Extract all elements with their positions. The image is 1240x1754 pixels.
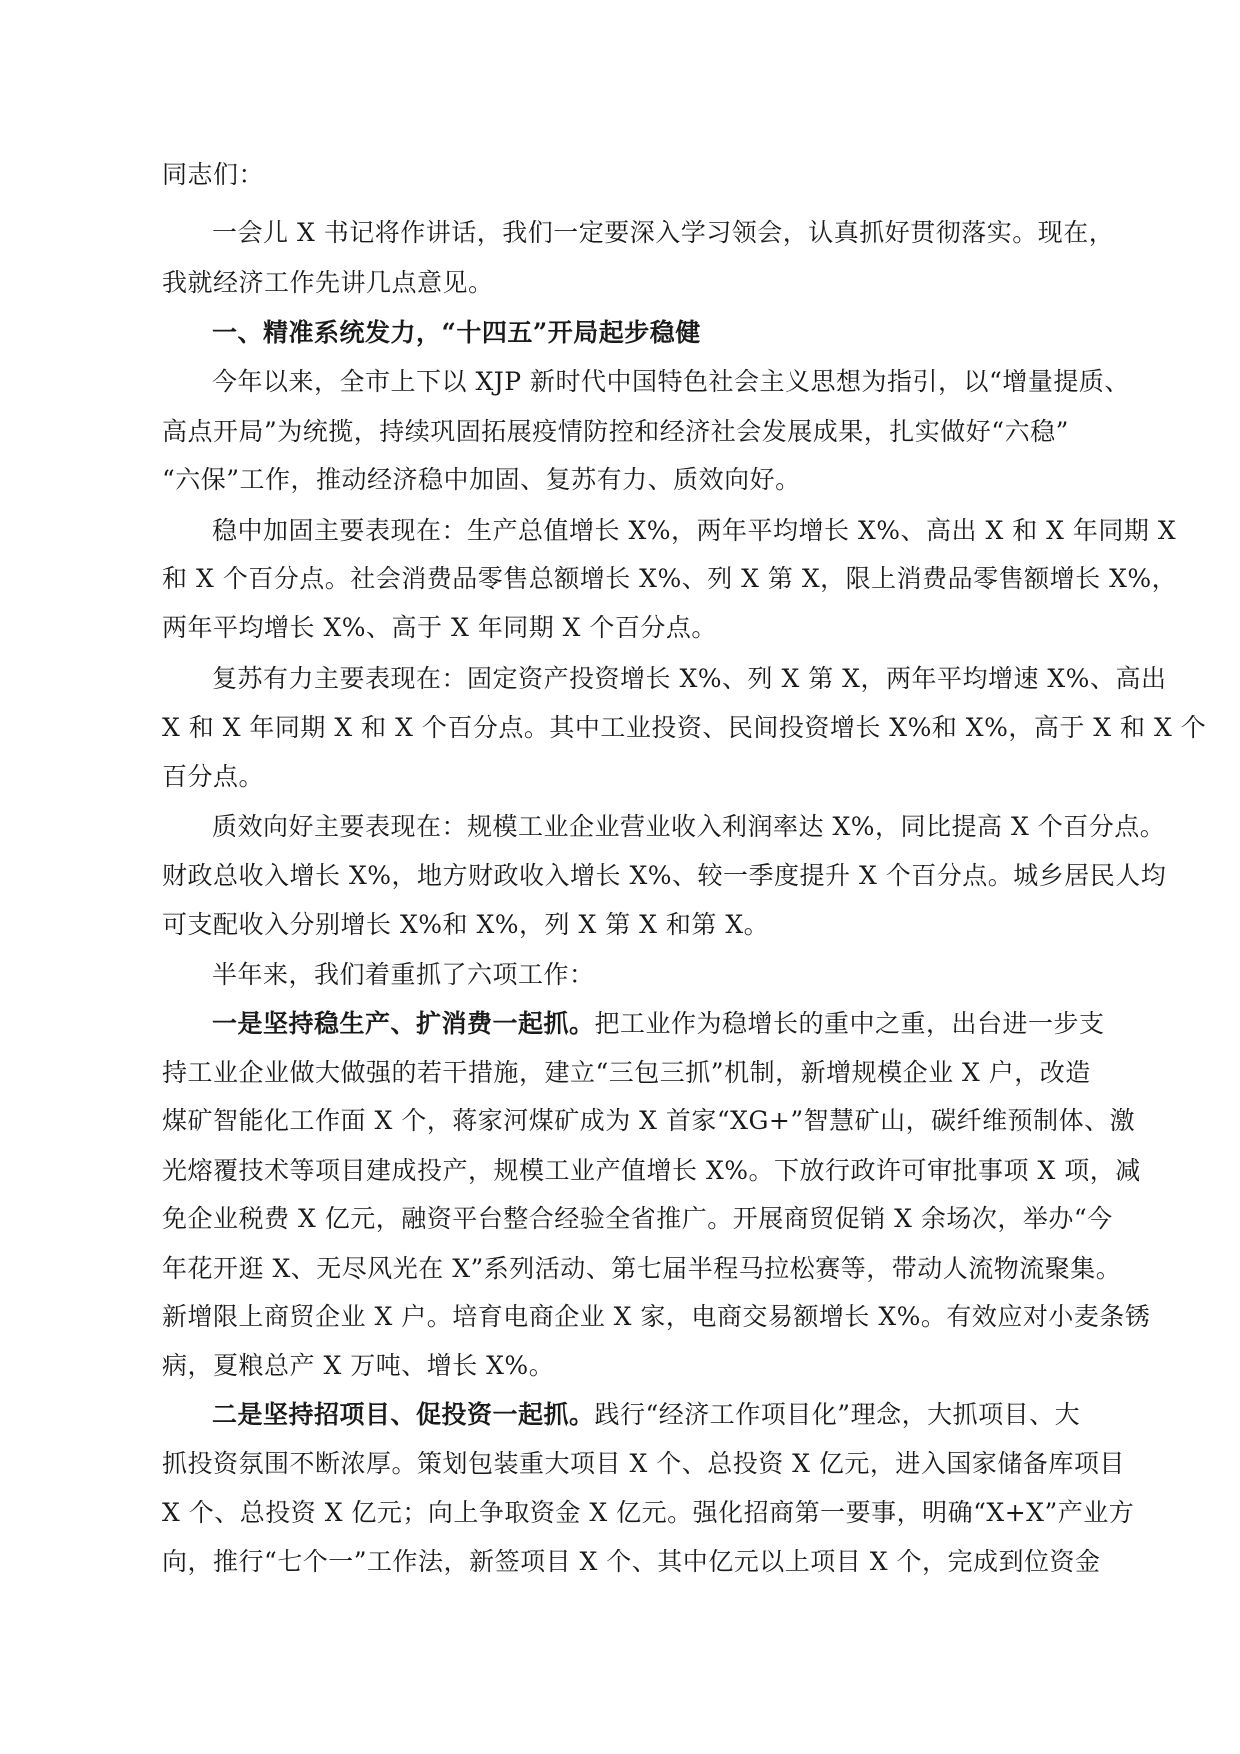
- salutation: 同志们：: [162, 160, 265, 189]
- paragraph-line: 病，夏粮总产 X 万吨、增长 X%。: [162, 1351, 555, 1380]
- paragraph-line: 今年以来，全市上下以 XJP 新时代中国特色社会主义思想为指引，以“增量提质、: [212, 367, 1130, 396]
- paragraph-line: 向，推行“七个一”工作法，新签项目 X 个、其中亿元以上项目 X 个，完成到位资金: [162, 1547, 1101, 1576]
- paragraph-line: 半年来，我们着重抓了六项工作：: [212, 960, 595, 989]
- paragraph-line: 新增限上商贸企业 X 户。培育电商企业 X 家，电商交易额增长 X%。有效应对小麦条锈: [162, 1302, 1151, 1331]
- paragraph-line: X 个、总投资 X 亿元；向上争取资金 X 亿元。强化招商第一要事，明确“X+X”产业方: [162, 1498, 1135, 1527]
- paragraph-line: 可支配收入分别增长 X%和 X%，列 X 第 X 和第 X。: [162, 910, 770, 939]
- paragraph-line: 我就经济工作先讲几点意见。: [162, 268, 494, 297]
- paragraph-line: [212, 1400, 1080, 1430]
- paragraph-line: 年花开逛 X、无尽风光在 X”系列活动、第七届半程马拉松赛等，带动人流物流聚集。: [162, 1254, 1122, 1283]
- paragraph-line: “六保”工作，推动经济稳中加固、复苏有力、质效向好。: [162, 465, 801, 494]
- paragraph-line: 和 X 个百分点。社会消费品零售总额增长 X%、列 X 第 X，限上消费品零售额增长 X%，: [162, 564, 1178, 593]
- paragraph-line: 质效向好主要表现在：规模工业企业营业收入利润率达 X%，同比提高 X 个百分点。: [212, 812, 1166, 841]
- paragraph-line: 高点开局”为统揽，持续巩固拓展疫情防控和经济社会发展成果，扎实做好“六稳”: [162, 417, 1069, 446]
- section-heading: 一、精准系统发力，“十四五”开局起步稳健: [212, 318, 701, 347]
- paragraph-line: 一会儿 X 书记将作讲话，我们一定要深入学习领会，认真抓好贯彻落实。现在，: [212, 218, 1115, 247]
- paragraph-text: 践行“经济工作项目化”理念，大抓项目、大: [594, 1400, 1081, 1429]
- paragraph-line: [212, 1009, 1105, 1039]
- paragraph-line: 持工业企业做大做强的若干措施，建立“三包三抓”机制，新增规模企业 X 户，改造: [162, 1058, 1091, 1087]
- paragraph-line: 稳中加固主要表现在：生产总值增长 X%，两年平均增长 X%、高出 X 和 X 年同期 X: [212, 516, 1177, 545]
- paragraph-line: 抓投资氛围不断浓厚。策划包装重大项目 X 个、总投资 X 亿元，进入国家储备库项目: [162, 1449, 1125, 1478]
- paragraph-line: X 和 X 年同期 X 和 X 个百分点。其中工业投资、民间投资增长 X%和 X%，高于 X 和 X 个: [162, 713, 1207, 742]
- paragraph-line: 复苏有力主要表现在：固定资产投资增长 X%、列 X 第 X，两年平均增速 X%、高出: [212, 664, 1167, 693]
- paragraph-line: 光熔覆技术等项目建成投产，规模工业产值增长 X%。下放行政许可审批事项 X 项，减: [162, 1156, 1141, 1185]
- paragraph-line: 财政总收入增长 X%，地方财政收入增长 X%、较一季度提升 X 个百分点。城乡居民人均: [162, 861, 1167, 890]
- paragraph-line: 免企业税费 X 亿元，融资平台整合经验全省推广。开展商贸促销 X 余场次，举办“今: [162, 1204, 1113, 1233]
- paragraph-line: 两年平均增长 X%、高于 X 年同期 X 个百分点。: [162, 613, 717, 642]
- paragraph-line: 煤矿智能化工作面 X 个，蒋家河煤矿成为 X 首家“XG+”智慧矿山，碳纤维预制体、激: [162, 1106, 1136, 1135]
- paragraph-text: 把工业作为稳增长的重中之重，出台进一步支: [594, 1009, 1105, 1038]
- bold-lead: 一是坚持稳生产、扩消费一起抓。: [212, 1009, 595, 1038]
- paragraph-line: 百分点。: [162, 762, 265, 791]
- bold-lead: 二是坚持招项目、促投资一起抓。: [212, 1400, 595, 1429]
